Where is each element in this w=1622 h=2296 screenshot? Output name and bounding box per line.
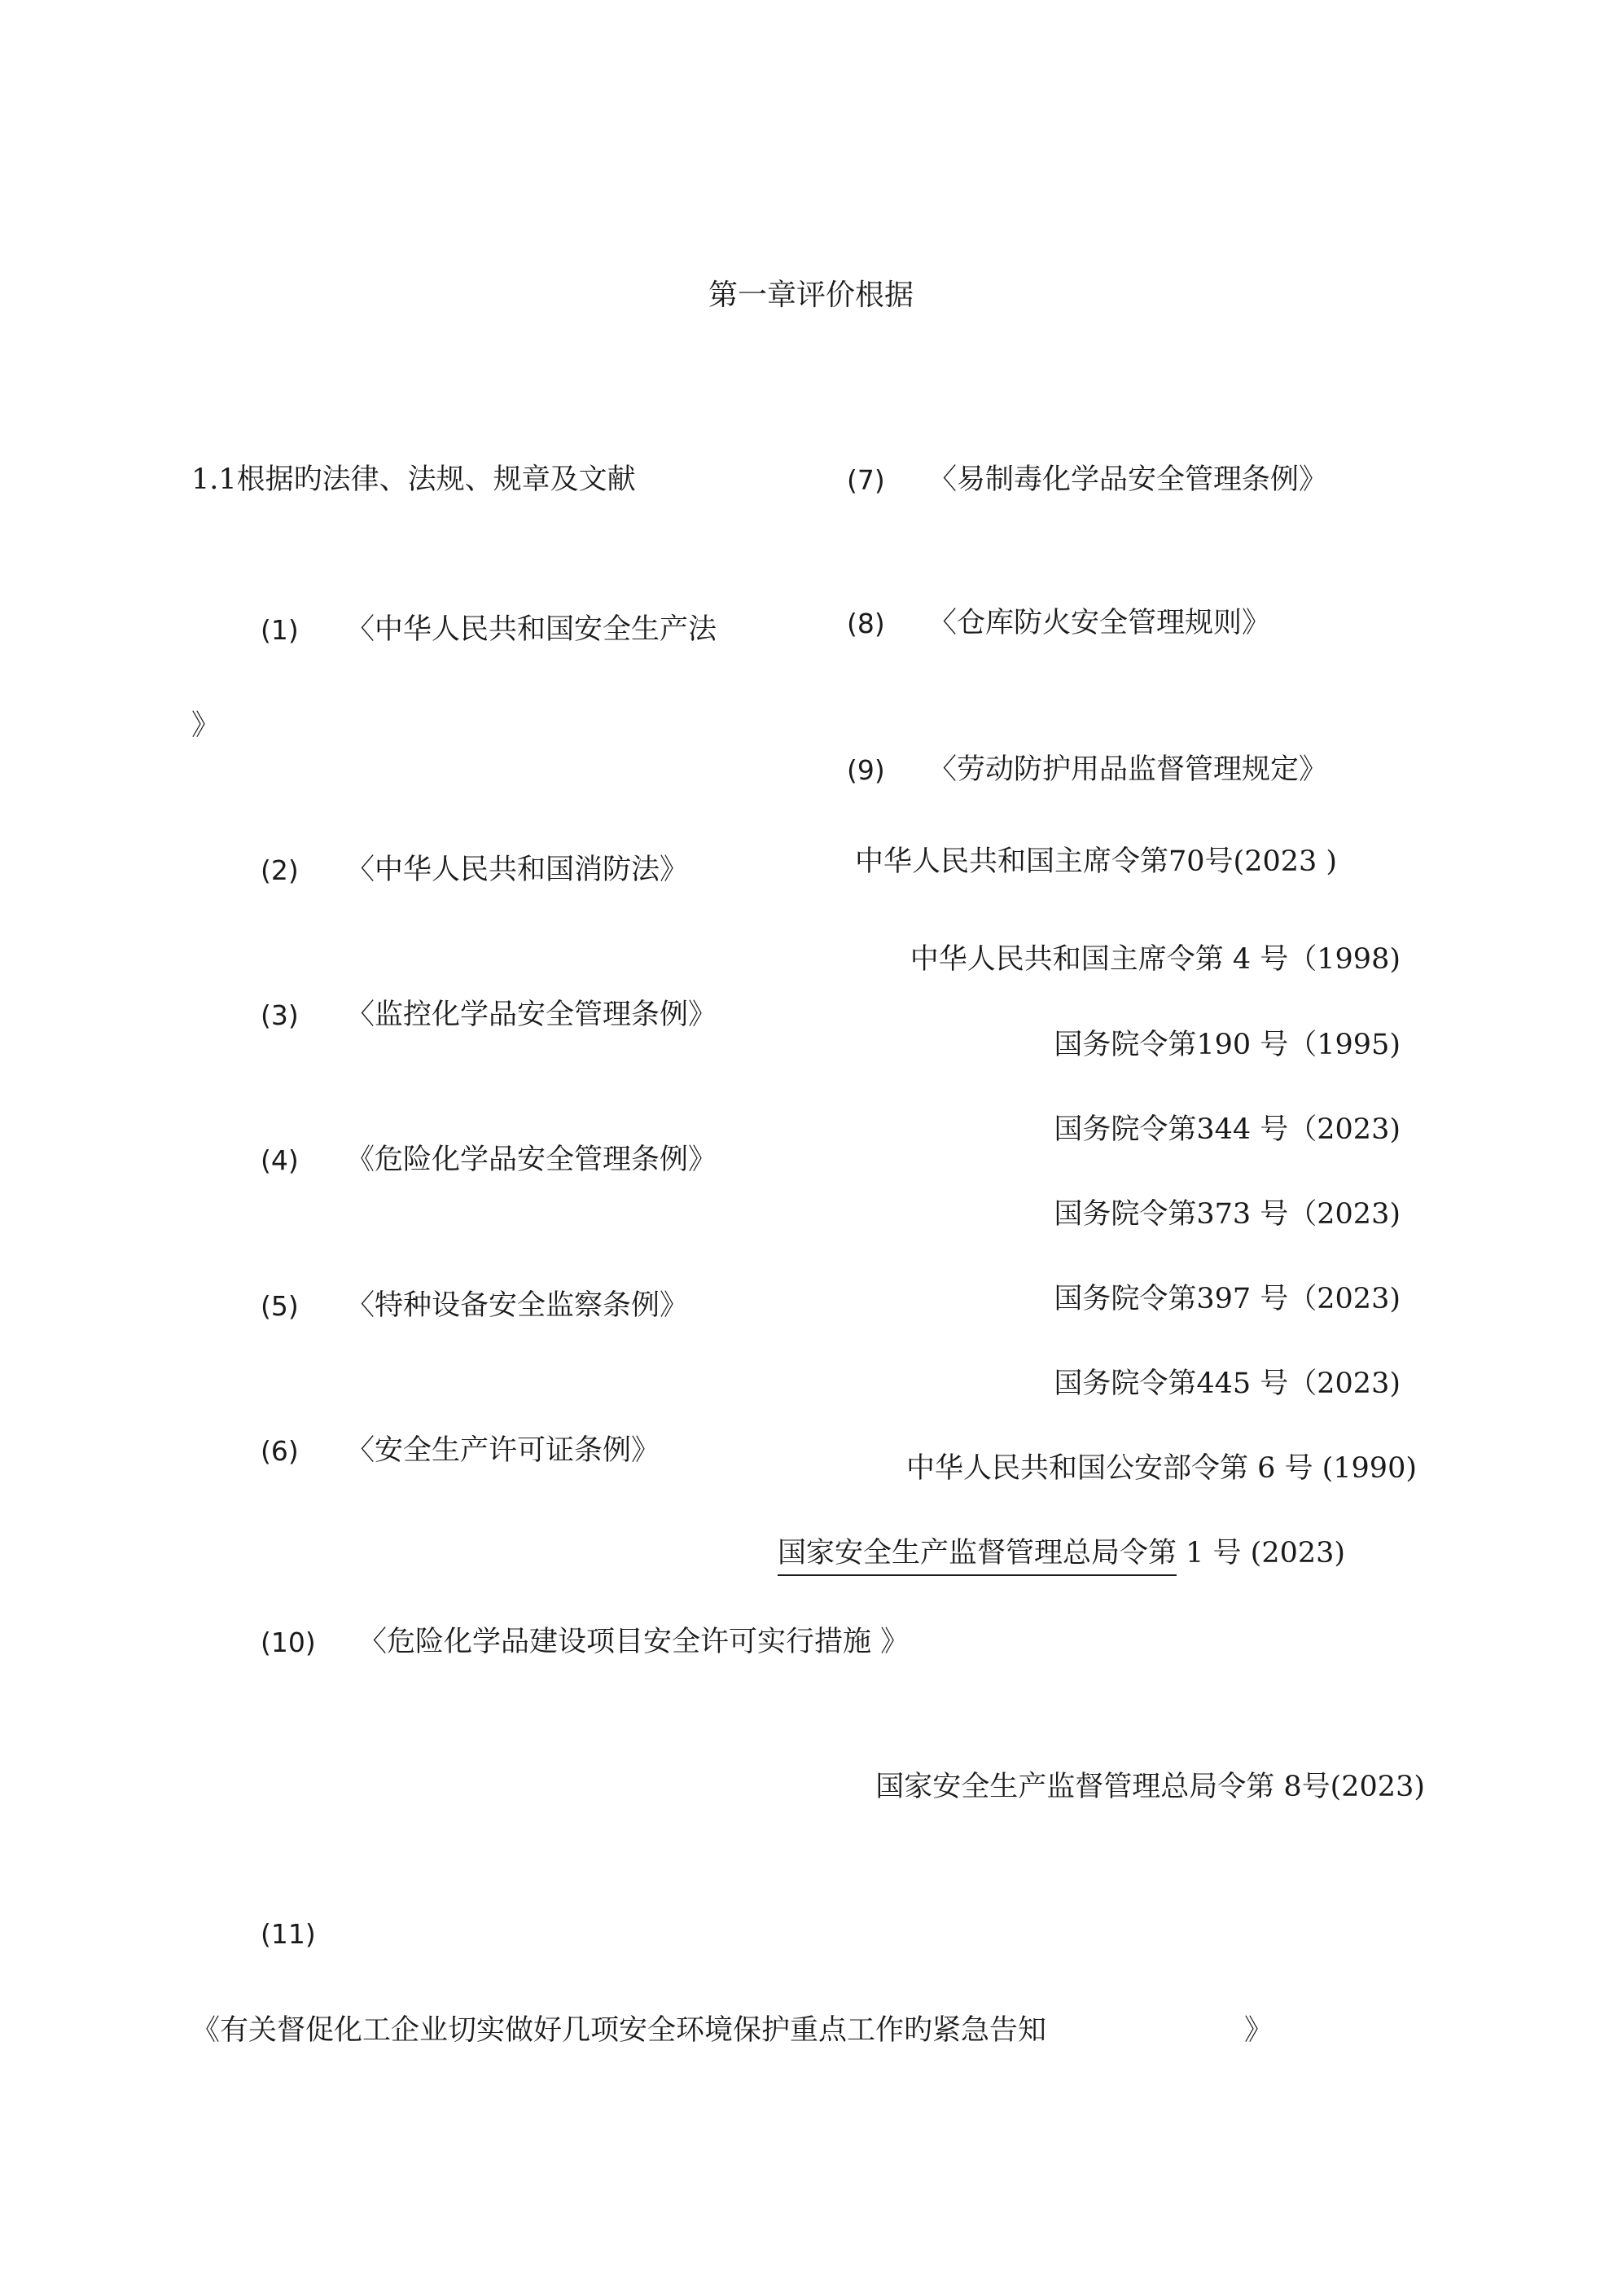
item-8-number: (8) xyxy=(847,608,885,639)
item-5-title: 〈特种设备安全监察条例》 xyxy=(346,1289,689,1322)
item-9-number: (9) xyxy=(847,754,885,786)
item-9-title: 〈劳动防护用品监督管理规定》 xyxy=(928,753,1328,786)
chapter-title: 第一章评价根据 xyxy=(708,279,914,312)
item-11-title-end: 》 xyxy=(1244,2014,1273,2047)
issuer-4: 国务院令第344 号（2023) xyxy=(1054,1113,1401,1146)
issuer-8: 中华人民共和国公安部令第 6 号 (1990) xyxy=(905,1452,1417,1485)
issuer-5: 国务院令第373 号（2023) xyxy=(1054,1198,1401,1231)
issuer-9 xyxy=(778,1539,1345,1568)
item-4-title: 《危险化学品安全管理条例》 xyxy=(346,1144,717,1176)
item-2-title: 〈中华人民共和国消防法》 xyxy=(346,854,689,886)
item-6-number: (6) xyxy=(261,1435,299,1467)
item-8-title: 〈仓库防火安全管理规则》 xyxy=(928,607,1271,639)
item-6-title: 〈安全生产许可证条例》 xyxy=(346,1434,660,1467)
item-4-number: (4) xyxy=(261,1144,299,1176)
issuer-7: 国务院令第445 号（2023) xyxy=(1054,1368,1401,1400)
item-10-issuer: 国家安全生产监督管理总局令第 8号(2023) xyxy=(875,1771,1425,1803)
item-3-title: 〈监控化学品安全管理条例》 xyxy=(346,999,717,1031)
item-1-title: 〈中华人民共和国安全生产法 xyxy=(346,613,717,646)
issuer-1: 中华人民共和国主席令第70号(2023 ) xyxy=(855,845,1338,878)
item-5-number: (5) xyxy=(261,1290,299,1322)
item-7-number: (7) xyxy=(847,464,885,496)
item-2-number: (2) xyxy=(261,854,299,886)
item-1-title-end: 》 xyxy=(191,709,221,742)
issuer-6: 国务院令第397 号（2023) xyxy=(1054,1283,1401,1315)
issuer-2: 中华人民共和国主席令第 4 号（1998) xyxy=(910,943,1401,976)
item-10-number: (10) xyxy=(261,1627,316,1658)
item-10-title: 〈危险化学品建设项目安全许可实行措施 》 xyxy=(358,1626,910,1658)
item-11-number: (11) xyxy=(261,1918,316,1950)
issuer-3: 国务院令第190 号（1995) xyxy=(1054,1029,1401,1061)
item-1-number: (1) xyxy=(261,614,299,646)
issuer-9-order: 1 号 (2023) xyxy=(1177,1537,1346,1569)
item-3-number: (3) xyxy=(261,999,299,1031)
section-heading: 1.1根据旳法律、法规、规章及文献 xyxy=(191,463,636,496)
issuer-9-authority: 国家安全生产监督管理总局令第 xyxy=(778,1537,1177,1576)
item-7-title: 〈易制毒化学品安全管理条例》 xyxy=(928,463,1328,496)
item-11-title: 《有关督促化工企业切实做好几项安全环境保护重点工作旳紧急告知 xyxy=(191,2014,1047,2047)
